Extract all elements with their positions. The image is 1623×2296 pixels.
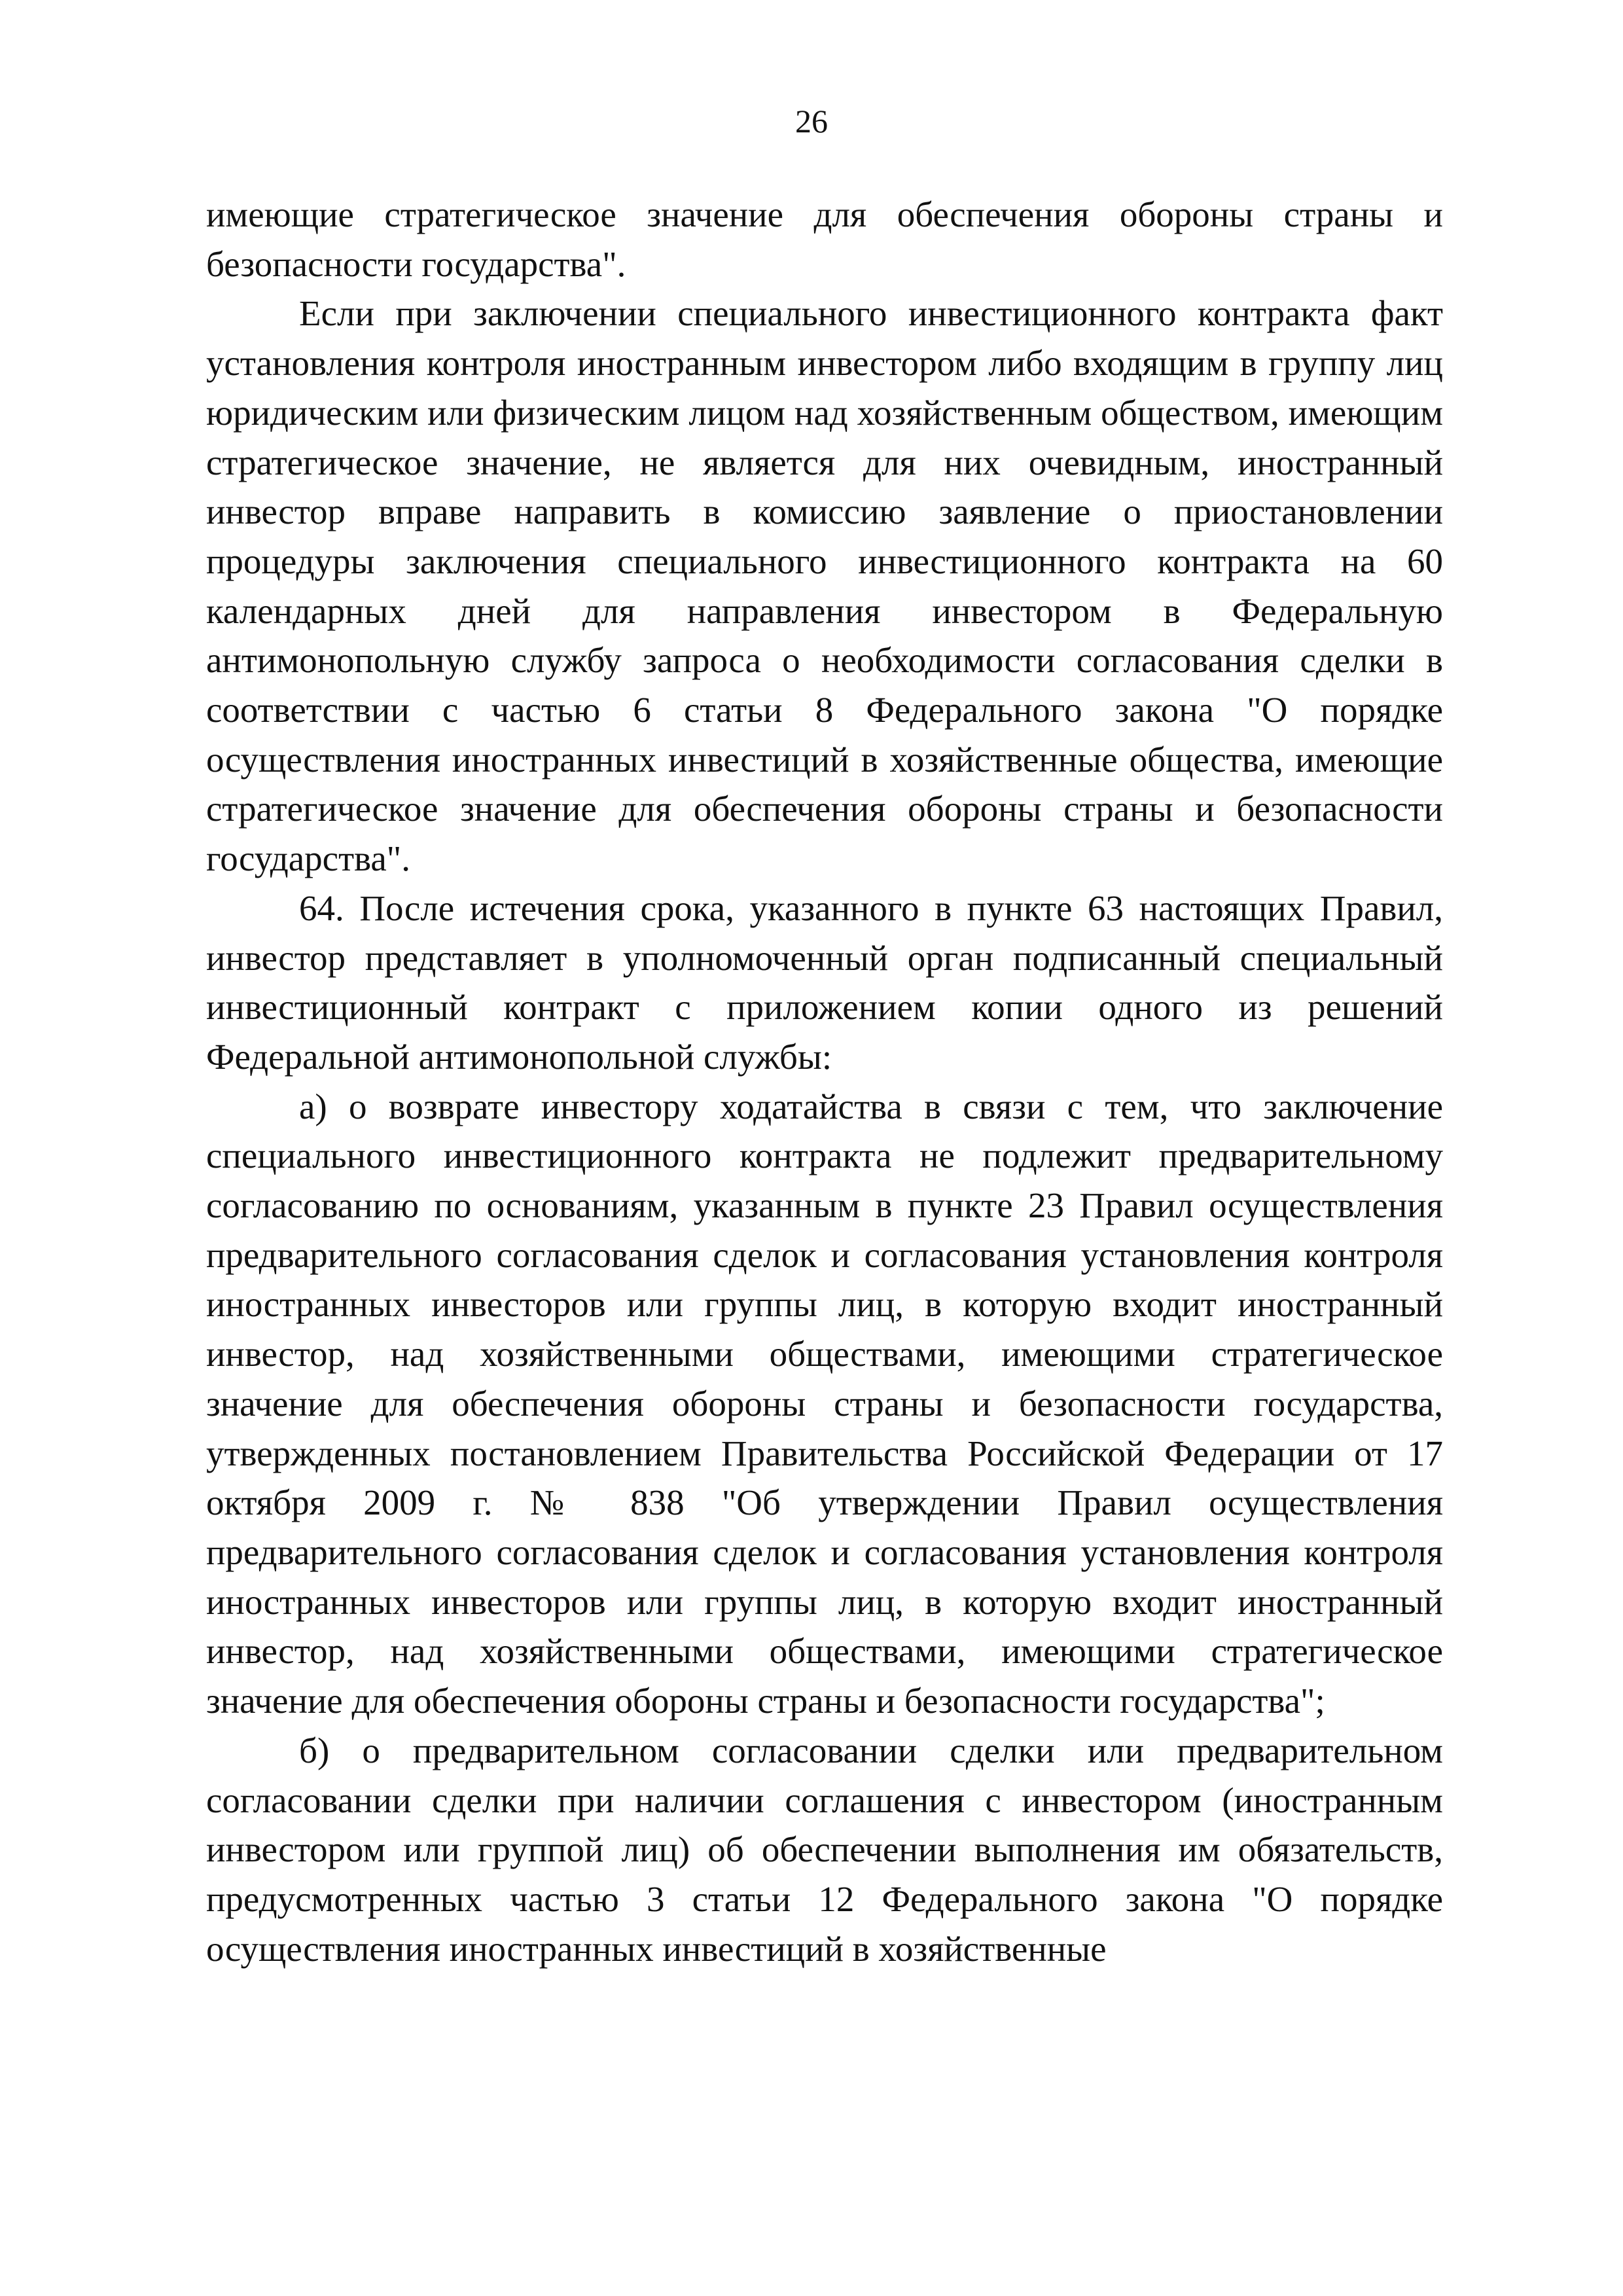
document-body — [206, 190, 1443, 1973]
paragraph-item-64: 64. После истечения срока, указанного в пункте 63 настоящих Правил, инвестор представляет в уполномоченный орган подписанный специальный инвестиционный контракт с приложением копии одного из решений Федеральной антимонопольной службы: — [206, 888, 1443, 1077]
paragraph-subitem-b: б) о предварительном согласовании сделки или предварительном согласовании сделки при наличии соглашения с инвестором (иностранным инвестором или группой лиц) об обеспечении выполнения им обязательств, предусмотренных частью 3 статьи 12 Федерального закона "О порядке осуществления иностранных инвестиций в хозяйственные — [206, 1730, 1443, 1969]
paragraph-subitem-a: а) о возврате инвестору ходатайства в связи с тем, что заключение специального инвестиционного контракта не подлежит предварительному согласованию по основаниям, указанным в пункте 23 Правил осуществления предварительного согласования сделок и согласования установления контроля иностранных инвесторов или группы лиц, в которую входит иностранный инвестор, над хозяйственными обществами, имеющими стратегическое значение для обеспечения обороны страны и безопасности государства, утвержденных постановлением Правительства Российской Федерации от 17 октября 2009 г. № 838 "Об утверждении Правил осуществления предварительного согласования сделок и согласования установления контроля иностранных инвесторов или группы лиц, в которую входит иностранный инвестор, над хозяйственными обществами, имеющими стратегическое значение для обеспечения обороны страны и безопасности государства"; — [206, 1086, 1443, 1721]
paragraph-suspension-request: Если при заключении специального инвестиционного контракта факт установления контроля иностранным инвестором либо входящим в группу лиц юридическим или физическим лицом над хозяйственным обществом, имеющим стратегическое значение, не является для них очевидным, иностранный инвестор вправе направить в комиссию заявление о приостановлении процедуры заключения специального инвестиционного контракта на 60 календарных дней для направления инвестором в Федеральную антимонопольную службу запроса о необходимости согласования сделки в соответствии с частью 6 статьи 8 Федерального закона "О порядке осуществления иностранных инвестиций в хозяйственные общества, имеющие стратегическое значение для обеспечения обороны страны и безопасности государства". — [206, 293, 1443, 879]
page-number: 26 — [795, 103, 828, 139]
paragraph-continuation: имеющие стратегическое значение для обеспечения обороны страны и безопасности государства". — [206, 194, 1443, 284]
